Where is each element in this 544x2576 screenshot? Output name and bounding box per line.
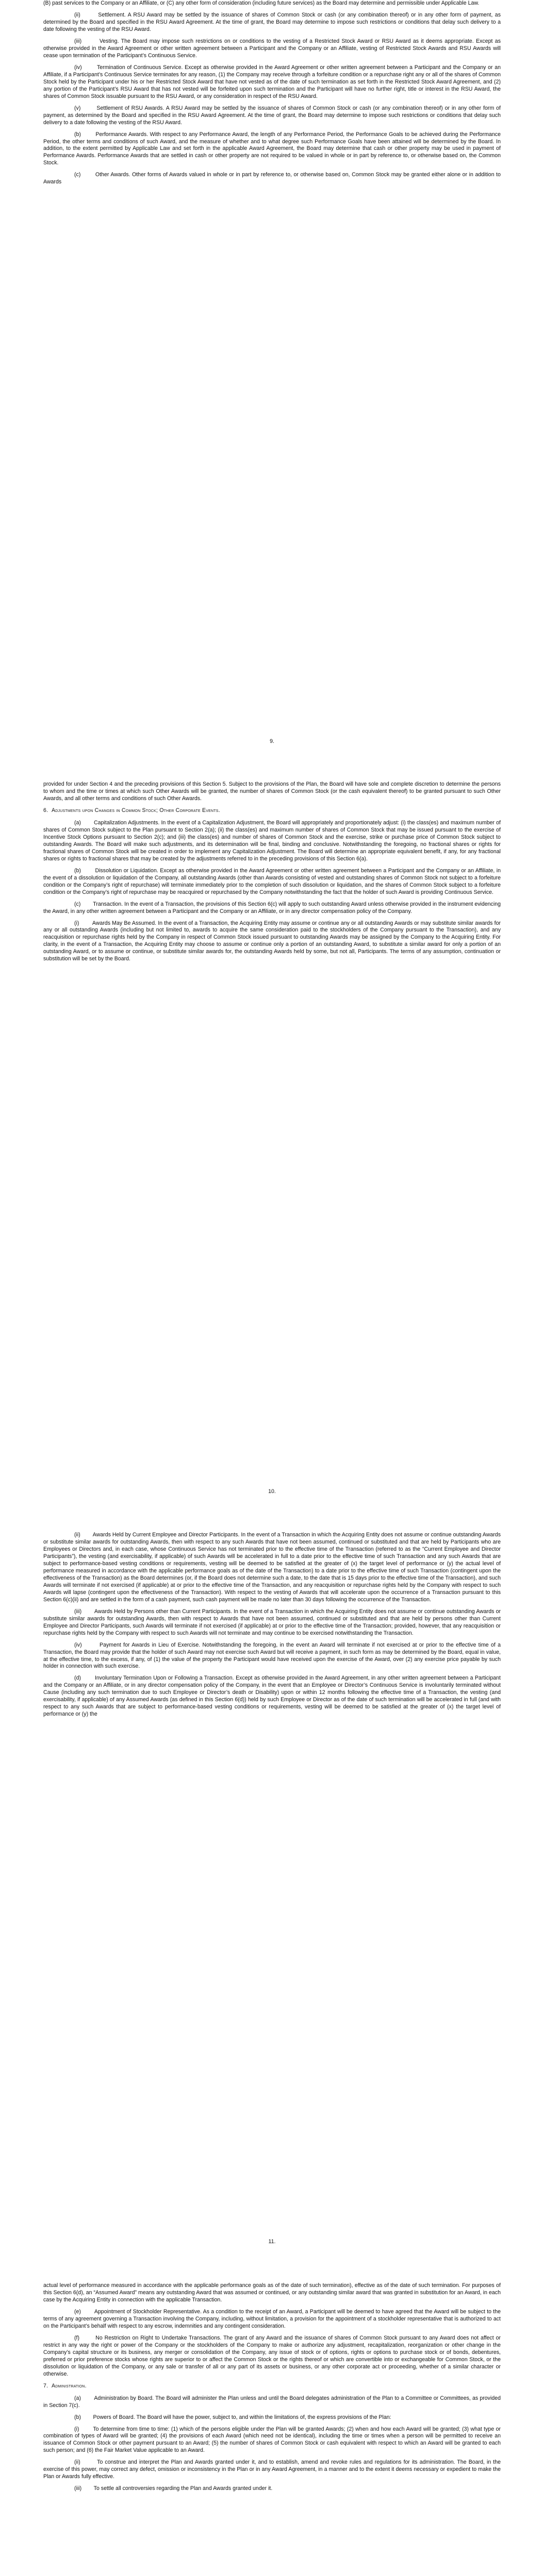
paragraph: (ii) Awards Held by Current Employee and Director Participants. In the event of a Transaction in which the Acquiring Entity does not assume or continue outstanding Awards or substitute similar awards for outstanding Awards, then with respect to any such Awards that have not been assumed, continued or substituted and that are held by Participants who are Employees or Directors and, in each case, whose Continuous Service has not terminated prior to the effective time of the Transaction (referred to as the “Current Employee and Director Participants”), the vesting (and exercisability, if applicable) of such Awards will be accelerated in full to a date prior to the effective time of such Transaction and any such Awards that are subject to performance-based vesting conditions or requirements, vesting will be deemed to be satisfied at the greater of (x) the target level of performance or (y) the actual level of performance measured in accordance with the applicable performance goals as of the date of the Transaction) to a date prior to the effective time of such Transaction (contingent upon the effectiveness of the Transaction) as the Board determines (or, if the Board does not determine such a date, to the date that is 15 days prior to the effective time of the Transaction), and such Awards will terminate if not exercised (if applicable) at or prior to the effective time of the Transaction, and any reacquisition or repurchase rights held by the Company with respect to such Awards will lapse (contingent upon the effectiveness of the Transaction). With respect to the vesting of Awards that will accelerate upon the occurrence of a Transaction pursuant to this Section 6(c)(ii) and are settled in the form of a cash payment, such cash payment will be made no later than 30 days following the occurrence of the Transaction. (43, 1532, 501, 1603)
paragraph: (i) To determine from time to time: (1) which of the persons eligible under the Plan will be granted Awards; (2) when and how each Award will be granted; (3) what type or combination of types of Award will be granted; (4) the provisions of each Award (which need not be identical), including the time or times when a person will be permitted to receive an issuance of Common Stock or other payment pursuant to an Award; (5) the number of shares of Common Stock or cash equivalent with respect to which an Award will be granted to each such person; and (6) the Fair Market Value applicable to an Award. (43, 2426, 501, 2454)
page-number: 11. (268, 2239, 276, 2245)
paragraph: (iv) Payment for Awards in Lieu of Exercise. Notwithstanding the foregoing, in the event an Award will terminate if not exercised at or prior to the effective time of a Transaction, the Board may provide that the holder of such Award may not exercise such Award but will receive a payment, in such form as may be determined by the Board, equal in value, at the effective time, to the excess, if any, of (1) the value of the property the Participant would have received upon the exercise of the Award, over (2) any exercise price payable by such holder in connection with such exercise. (43, 1641, 501, 1670)
page-10 (0, 781, 544, 963)
paragraph: (ii) To construe and interpret the Plan and Awards granted under it, and to establish, amend and revoke rules and regulations for its administration. The Board, in the exercise of this power, may correct any defect, omission or inconsistency in the Plan or in any Award Agreement, in a manner and to the extent it deems necessary or expedient to make the Plan or Awards fully effective. (43, 2459, 501, 2480)
paragraph: provided for under Section 4 and the preceding provisions of this Section 5. Subject to the provisions of the Plan, the Board will have sole and complete discretion to determine the persons to whom and the time or times at which such Other Awards will be granted, the number of shares of Common Stock (or the cash equivalent thereof) to be granted pursuant to such Other Awards, and all other terms and conditions of such Other Awards. (43, 781, 501, 802)
page-number: 10. (268, 1488, 276, 1495)
paragraph: (iii) Awards Held by Persons other than Current Participants. In the event of a Transaction in which the Acquiring Entity does not assume or continue outstanding Awards or substitute similar awards for outstanding Awards, then with respect to Awards that have not been assumed, continued or substituted and that are held by persons other than Current Employee and Director Participants, such Awards will terminate if not exercised (if applicable) at or prior to the effective time of the Transaction; provided, however, that any reacquisition or repurchase rights held by the Company with respect to such Awards will not terminate and may continue to be exercised notwithstanding the Transaction. (43, 1608, 501, 1636)
paragraph: (c) Transaction. In the event of a Transaction, the provisions of this Section 6(c) will apply to such outstanding Award unless otherwise provided in the instrument evidencing the Award, in any other written agreement between a Participant and the Company or an Affiliate, or in any director compensation policy of the Company. (43, 901, 501, 914)
paragraph: (iii) To settle all controversies regarding the Plan and Awards granted under it. (74, 2485, 273, 2492)
paragraph: (c) Other Awards. Other forms of Awards valued in whole or in part by reference to, or otherwise based on, Common Stock may be granted either alone or in addition to Awards (43, 172, 501, 185)
paragraph: (a) Capitalization Adjustments. In the event of a Capitalization Adjustment, the Board will appropriately and proportionately adjust: (i) the class(es) and maximum number of shares of Common Stock subject to the Plan pursuant to Section 2(a); (ii) the class(es) and maximum number of shares of Common Stock that may be issued pursuant to the exercise of Incentive Stock Options pursuant to Section 2(c); and (iii) the class(es) and number of shares of Common Stock and the exercise, strike or purchase price of Common Stock subject to outstanding Awards. The Board will make such adjustments, and its determination will be final, binding and conclusive. Notwithstanding the foregoing, no fractional shares or rights for fractional shares of Common Stock will be created in order to implement any Capitalization Adjustment. The Board will determine an appropriate equivalent benefit, if any, for any fractional shares or rights to fractional shares that may be created by the adjustments referred to in the preceding provisions of this Section 6(a). (43, 819, 501, 862)
paragraph: (d) Involuntary Termination Upon or Following a Transaction. Except as otherwise provided in the Award Agreement, in any other written agreement between a Participant and the Company or an Affiliate, or in any director compensation policy of the Company, in the event that an Employee or Director’s Continuous Service is involuntarily terminated without Cause (including any such termination due to such Employee or Director’s death or Disability) upon or within 12 months following the effective time of a Transaction, the vesting (and exercisability, if applicable) of any Assumed Awards (as defined in this Section 6(d)) held by such Employee or Director as of the date of such termination will be accelerated in full (and with respect to any such Awards that are subject to performance-based vesting conditions or requirements, vesting will be deemed to be satisfied at the greater of (x) the target level of performance or (y) the (43, 1675, 501, 1718)
paragraph: (b) Dissolution or Liquidation. Except as otherwise provided in the Award Agreement or other written agreement between a Participant and the Company or an Affiliate, in the event of a dissolution or liquidation of the Company, all outstanding Awards (other than Awards consisting of vested and outstanding shares of Common Stock not subject to a forfeiture condition or the Company’s right of repurchase) will terminate immediately prior to the completion of such dissolution or liquidation, and the shares of Common Stock subject to a forfeiture condition or the Company’s right of repurchase may be reacquired or repurchased by the Company notwithstanding the fact that the holder of such Award is providing Continuous Service. (43, 867, 501, 895)
section-title: Adjustments upon Changes in Common Stock; Other Corporate Events. (52, 807, 220, 814)
section-number: 7. (43, 2382, 48, 2389)
section-heading (43, 2383, 501, 2390)
paragraph: (ii) Settlement. A RSU Award may be settled by the issuance of shares of Common Stock or cash (or any combination thereof) or in any other form of payment, as determined by the Board and specified in the RSU Award Agreement. At the time of grant, the Board may determine to impose such restrictions or conditions that delay such delivery to a date following the vesting of the RSU Award. (43, 11, 501, 32)
section-title: Administration. (52, 2382, 87, 2389)
paragraph: (e) Appointment of Stockholder Representative. As a condition to the receipt of an Award, a Participant will be deemed to have agreed that the Award will be subject to the terms of any agreement governing a Transaction involving the Company, including, without limitation, a provision for the appointment of a stockholder representative that is authorized to act on the Participant’s behalf with respect to any escrow, indemnities and any contingent consideration. (43, 2308, 501, 2329)
paragraph: (B) past services to the Company or an Affiliate, or (C) any other form of consideration (including future services) as the Board may determine and permissible under Applicable Law. (43, 0, 480, 6)
paragraph: (iii) Vesting. The Board may impose such restrictions on or conditions to the vesting of a Restricted Stock Award or RSU Award as it deems appropriate. Except as otherwise provided in the Award Agreement or other written agreement between a Participant and the Company or an Affiliate, vesting of Restricted Stock Awards and RSU Awards will cease upon termination of the Participant’s Continuous Service. (43, 38, 501, 59)
page-12 (0, 2282, 544, 2493)
page-11 (0, 1532, 544, 1718)
paragraph: (iv) Termination of Continuous Service. Except as otherwise provided in the Award Agreement or other written agreement between a Participant and the Company or an Affiliate, if a Participant’s Continuous Service terminates for any reason, (1) the Company may receive through a forfeiture condition or a repurchase right any or all of the shares of Common Stock held by the Participant under his or her Restricted Stock Award that have not vested as of the date of such termination as set forth in the Restricted Stock Award Agreement, and (2) any portion of the Participant’s RSU Award that has not vested will be forfeited upon such termination and the Participant will have no further right, title or interest in the RSU Award, the shares of Common Stock issuable pursuant to the RSU Award, or any consideration in respect of the RSU Award. (43, 64, 501, 99)
paragraph: (i) Awards May Be Assumed. In the event of a Transaction, the Acquiring Entity may assume or continue any or all outstanding Awards or may substitute similar awards for any or all outstanding Awards (including but not limited to, awards to acquire the same consideration paid to the stockholders of the Company pursuant to the Transaction), and any reacquisition or repurchase rights held by the Company in respect of Common Stock issued pursuant to outstanding Awards may be assigned by the Company to the Acquiring Entity. For clarity, in the event of a Transaction, the Acquiring Entity may choose to assume or continue only a portion of an outstanding Award, to substitute a similar award for only a portion of an outstanding Award, or to assume or continue, or substitute similar awards for, the outstanding Awards held by some, but not all, Participants. The terms of any assumption, continuation or substitution will be set by the Board. (43, 920, 501, 962)
paragraph: actual level of performance measured in accordance with the applicable performance goals as of the date of such termination), effective as of the date of such termination. For purposes of this Section 6(d), an “Assumed Award” means any outstanding Award that was assumed or continued, or any outstanding similar award that was granted in substitution for an Award, in each case by the Acquiring Entity in connection with the applicable Transaction. (43, 2282, 501, 2303)
paragraph: (f) No Restriction on Right to Undertake Transactions. The grant of any Award and the issuance of shares of Common Stock pursuant to any Award does not affect or restrict in any way the right or power of the Company or the stockholders of the Company to make or authorize any adjustment, recapitalization, reorganization or other change in the Company’s capital structure or its business, any merger or consolidation of the Company, any issue of stock or of options, rights or options to purchase stock or of bonds, debentures, preferred or prior preference stocks whose rights are superior to or affect the Common Stock or the rights thereof or which are convertible into or exchangeable for Common Stock, or the dissolution or liquidation of the Company, or any sale or transfer of all or any part of its assets or business, or any other corporate act or proceeding, whether of a similar character or otherwise. (43, 2334, 501, 2377)
paragraph: (b) Performance Awards. With respect to any Performance Award, the length of any Performance Period, the Performance Goals to be achieved during the Performance Period, the other terms and conditions of such Award, and the measure of whether and to what degree such Performance Goals have been attained will be determined by the Board. In addition, to the extent permitted by Applicable Law and set forth in the applicable Award Agreement, the Board may determine that cash or other property may be used in payment of Performance Awards. Performance Awards that are settled in cash or other property are not required to be valued in whole or in part by reference to, or otherwise based on, the Common Stock. (43, 131, 501, 166)
paragraph: (v) Settlement of RSU Awards. A RSU Award may be settled by the issuance of shares of Common Stock or cash (or any combination thereof) or in any other form of payment, as determined by the Board and specified in the RSU Award Agreement. At the time of grant, the Board may determine to impose such restrictions or conditions that delay such delivery to a date following the vesting of the RSU Award. (43, 105, 501, 126)
page-9 (0, 0, 544, 186)
section-heading (43, 807, 501, 815)
section-number: 6. (43, 807, 48, 814)
paragraph: (b) Powers of Board. The Board will have the power, subject to, and within the limitations of, the express provisions of the Plan: (74, 2414, 391, 2420)
paragraph: (a) Administration by Board. The Board will administer the Plan unless and until the Board delegates administration of the Plan to a Committee or Committees, as provided in Section 7(c). (43, 2395, 501, 2409)
page-number: 9. (270, 738, 274, 744)
